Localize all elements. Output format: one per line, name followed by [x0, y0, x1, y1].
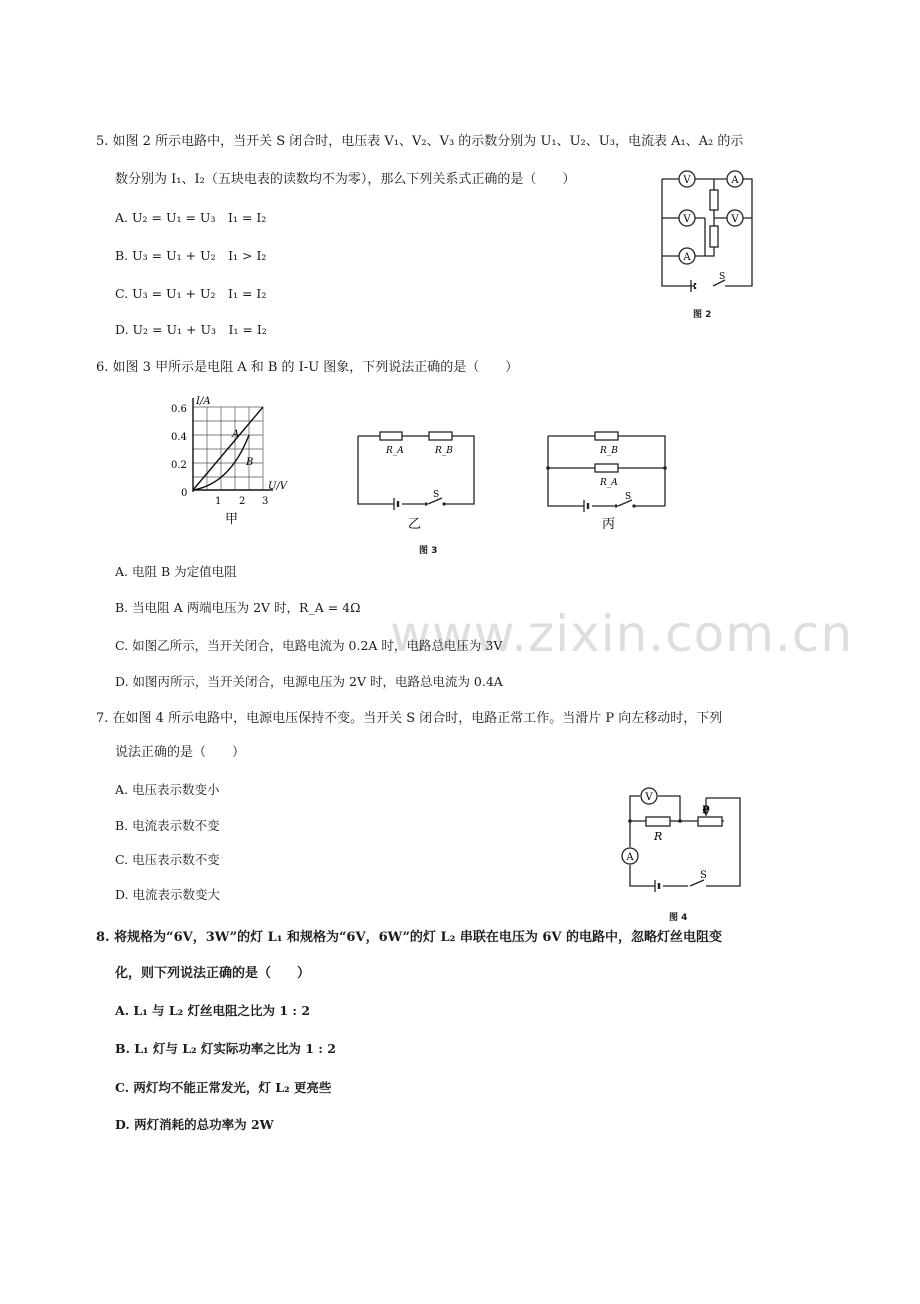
yi-sub-label: 乙 — [408, 517, 422, 532]
yi-resistor-a-label: R_A — [386, 446, 404, 456]
ytick-0: 0 — [181, 488, 188, 499]
figure-4-circuit — [610, 785, 750, 895]
bing-resistor-b-label: R_B — [600, 446, 618, 456]
switch-label: S — [719, 272, 726, 282]
q8-option-d: D. 两灯消耗的总功率为 2W — [115, 1117, 274, 1132]
q5-option-d: D. U₂ = U₁ + U₃ I₁ = I₂ — [115, 322, 267, 337]
resistor-label: R — [654, 830, 663, 843]
q6-option-a: A. 电阻 B 为定值电阻 — [115, 564, 237, 579]
figure-3-circuit-bing — [540, 422, 675, 534]
ytick-0-4: 0.4 — [171, 432, 187, 443]
q7-option-c: C. 电压表示数不变 — [115, 852, 220, 867]
q5-stem-line2: 数分别为 I₁、I₂（五块电表的读数均不为零），那么下列关系式正确的是（ ） — [115, 172, 576, 187]
graph-sub-label: 甲 — [225, 512, 239, 527]
graph-xlabel: U/V — [268, 481, 288, 492]
q5-option-a: A. U₂ = U₁ = U₃ I₁ = I₂ — [115, 210, 267, 225]
watermark: www.zixin.com.cn — [390, 605, 854, 663]
q7-stem-line1: 7. 在如图 4 所示电路中，电源电压保持不变。当开关 S 闭合时，电路正常工作。当滑片 P 向左移动时，下列 — [96, 711, 723, 726]
q5-stem-line1: 5. 如图 2 所示电路中，当开关 S 闭合时，电压表 V₁、V₂、V₃ 的示数分别为 U₁、U₂、U₃，电流表 A₁、A₂ 的示 — [96, 134, 744, 149]
xtick-3: 3 — [262, 496, 269, 507]
figure-3-iu-graph — [165, 392, 295, 527]
figure-4-caption: 图 4 — [669, 913, 688, 923]
bing-switch-label: S — [625, 492, 632, 502]
bing-sub-label: 丙 — [602, 517, 616, 532]
q5-option-c: C. U₃ = U₁ + U₂ I₁ = I₂ — [115, 286, 267, 301]
meter-a2: A — [731, 175, 739, 186]
meter-v3: V — [731, 214, 739, 225]
q7-switch-label: S — [700, 870, 707, 881]
slider-label: P — [702, 805, 710, 816]
q8-option-b: B. L₁ 灯与 L₂ 灯实际功率之比为 1 : 2 — [115, 1041, 336, 1056]
q7-stem-line2: 说法正确的是（ ） — [115, 745, 246, 760]
q5-option-b: B. U₃ = U₁ + U₂ I₁ > I₂ — [115, 248, 267, 263]
q7-option-a: A. 电压表示数变小 — [115, 782, 220, 797]
ytick-0-6: 0.6 — [171, 404, 187, 415]
meter-v1: V — [683, 175, 691, 186]
curve-a-label: A — [232, 429, 240, 440]
q6-stem: 6. 如图 3 甲所示是电阻 A 和 B 的 I-U 图象，下列说法正确的是（ ） — [96, 360, 519, 375]
yi-resistor-b-label: R_B — [435, 446, 453, 456]
figure-2-caption: 图 2 — [693, 310, 712, 320]
figure-2-circuit — [655, 162, 760, 297]
voltmeter-label: V — [645, 792, 653, 803]
bing-resistor-a-label: R_A — [600, 478, 618, 488]
ytick-0-2: 0.2 — [171, 460, 187, 471]
q8-option-c: C. 两灯均不能正常发光，灯 L₂ 更亮些 — [115, 1080, 332, 1095]
figure-3-circuit-yi — [350, 422, 480, 534]
q6-option-d: D. 如图丙所示，当开关闭合，电源电压为 2V 时，电路总电流为 0.4A — [115, 674, 503, 689]
xtick-2: 2 — [239, 496, 246, 507]
q6-option-c: C. 如图乙所示，当开关闭合，电路电流为 0.2A 时，电路总电压为 3V — [115, 638, 503, 653]
graph-ylabel: I/A — [196, 396, 211, 407]
yi-switch-label: S — [433, 490, 440, 500]
q8-stem-line2: 化，则下列说法正确的是（ ） — [115, 966, 311, 981]
q7-option-d: D. 电流表示数变大 — [115, 887, 221, 902]
curve-b-label: B — [246, 457, 254, 468]
q8-option-a: A. L₁ 与 L₂ 灯丝电阻之比为 1 : 2 — [115, 1003, 311, 1018]
ammeter-label: A — [626, 852, 634, 863]
xtick-1: 1 — [215, 496, 222, 507]
q7-option-b: B. 电流表示数不变 — [115, 818, 220, 833]
q6-option-b: B. 当电阻 A 两端电压为 2V 时，R_A = 4Ω — [115, 600, 361, 615]
figure-3-caption: 图 3 — [419, 546, 438, 556]
meter-v2: V — [683, 214, 691, 225]
meter-a1: A — [683, 252, 691, 263]
q8-stem-line1: 8. 将规格为“6V，3W”的灯 L₁ 和规格为“6V，6W”的灯 L₂ 串联在电压为 6V 的电路中，忽略灯丝电阻变 — [96, 930, 722, 945]
